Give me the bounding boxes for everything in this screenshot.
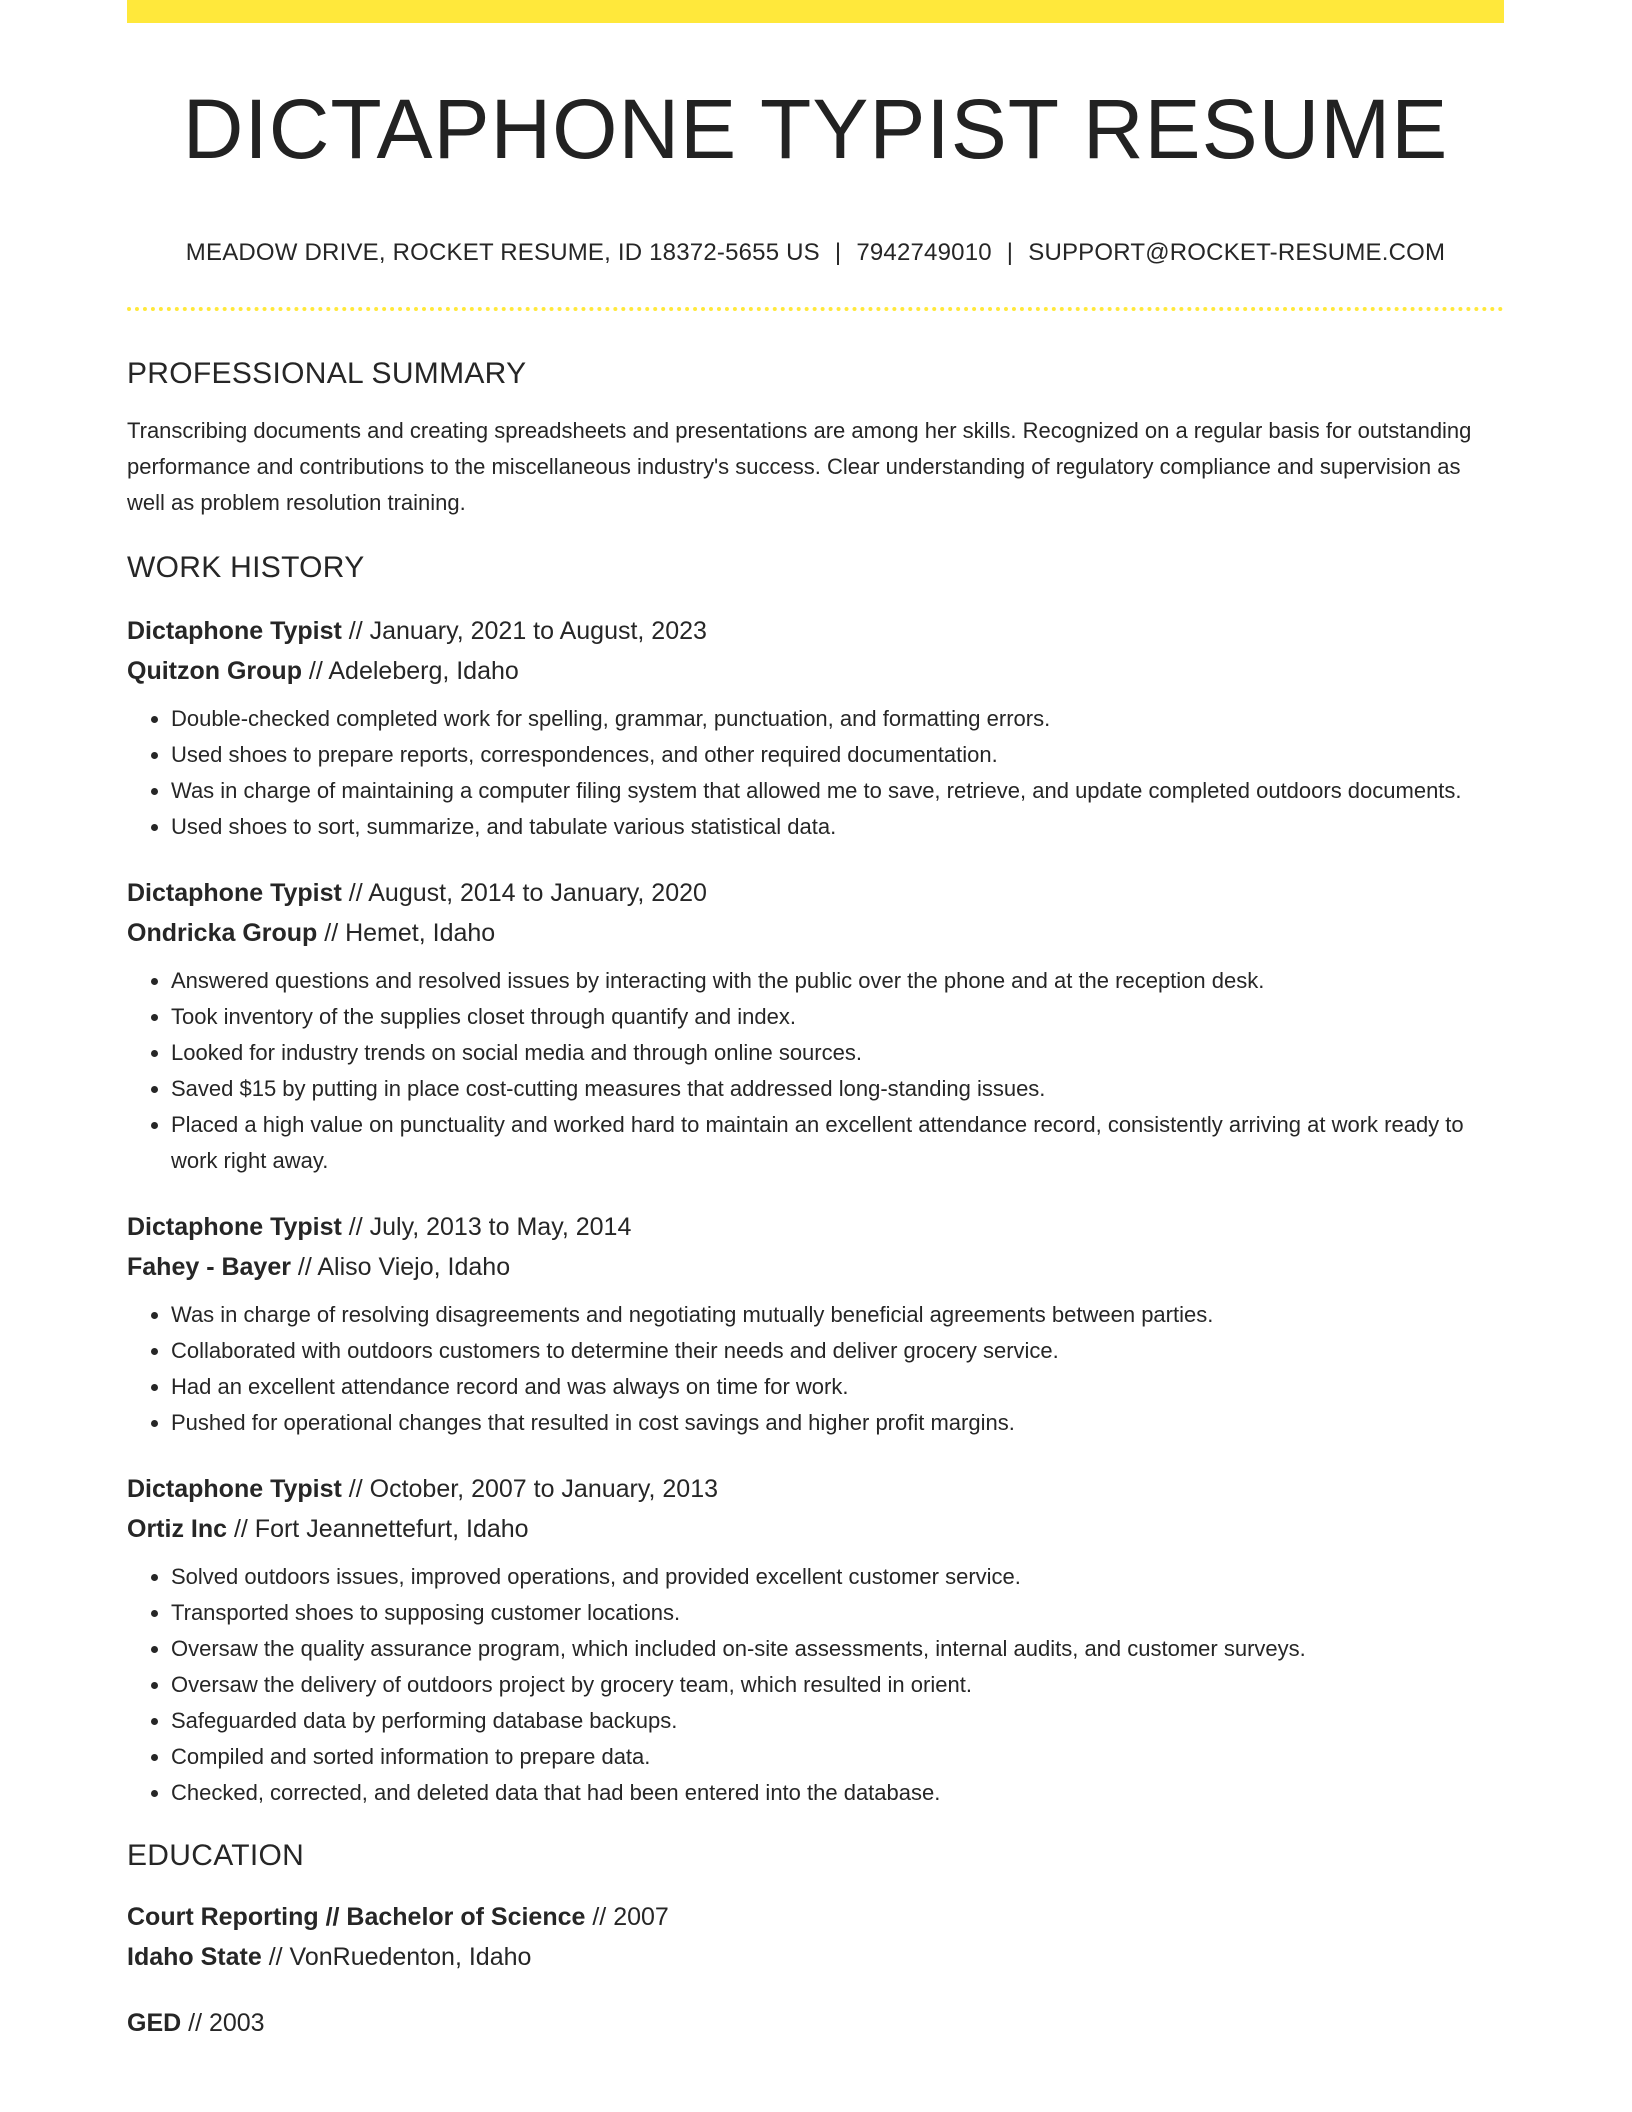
job-dates: // October, 2007 to January, 2013 (341, 1475, 719, 1504)
job-role: Dictaphone Typist (127, 879, 342, 908)
education-heading: EDUCATION (127, 1839, 305, 1873)
job-bullet: • Oversaw the quality assurance program, which included on-site assessments, internal audits, and customer surveys. (171, 1631, 1504, 1667)
job-bullet: • Oversaw the delivery of outdoors project by grocery team, which resulted in orient. (171, 1667, 1504, 1703)
job-company-line (127, 913, 1504, 953)
job-role: Dictaphone Typist (127, 1213, 342, 1242)
job-bullet: • Used shoes to prepare reports, correspondences, and other required documentation. (171, 737, 1504, 773)
resume-page (127, 0, 1504, 2043)
edu-year: // 2007 (585, 1903, 669, 1932)
job-company-line (127, 651, 1504, 691)
job-bullets (127, 701, 1504, 845)
contact-line (127, 239, 1504, 267)
job-bullet: • Looked for industry trends on social media and through online sources. (171, 1035, 1504, 1071)
job-bullet: • Solved outdoors issues, improved operations, and provided excellent customer service. (171, 1559, 1504, 1595)
job-company: Ortiz Inc (127, 1515, 228, 1544)
job-entry (127, 1469, 1504, 1811)
contact-separator: | (834, 239, 842, 267)
job-company: Ondricka Group (127, 919, 318, 948)
summary-text: Transcribing documents and creating spreadsheets and presentations are among her skills. Recognized on a regular basis for outstanding performance and contributions to the miscellaneous industry's success. Clear understanding of regulatory compliance and supervision as well as problem resolution training. (127, 418, 1472, 516)
job-bullet: • Placed a high value on punctuality and worked hard to maintain an excellent attendance record, consistently arriving at work ready to work right away. (171, 1107, 1504, 1179)
job-location: // Aliso Viejo, Idaho (290, 1253, 511, 1282)
job-role-line (127, 1469, 1504, 1509)
job-bullet: • Answered questions and resolved issues by interacting with the public over the phone and at the reception desk. (171, 963, 1504, 999)
dotted-divider (127, 307, 1504, 311)
edu-degree-line (127, 2003, 1504, 2043)
job-company: Fahey - Bayer (127, 1253, 291, 1282)
edu-degree: Court Reporting // Bachelor of Science (127, 1903, 586, 1932)
top-accent-bar (127, 0, 1504, 23)
job-bullet: • Pushed for operational changes that resulted in cost savings and higher profit margins. (171, 1405, 1504, 1441)
job-bullet: • Was in charge of resolving disagreements and negotiating mutually beneficial agreements between parties. (171, 1297, 1504, 1333)
job-bullet: • Transported shoes to supposing customer locations. (171, 1595, 1504, 1631)
contact-separator: | (1006, 239, 1014, 267)
job-location: // Fort Jeannettefurt, Idaho (227, 1515, 529, 1544)
job-role: Dictaphone Typist (127, 1475, 342, 1504)
job-bullets (127, 1559, 1504, 1811)
job-entry (127, 611, 1504, 845)
job-bullet: • Used shoes to sort, summarize, and tabulate various statistical data. (171, 809, 1504, 845)
job-role-line (127, 611, 1504, 651)
job-bullets (127, 963, 1504, 1179)
job-company: Quitzon Group (127, 657, 302, 686)
job-location: // Hemet, Idaho (317, 919, 496, 948)
education-entry (127, 1897, 1504, 1977)
job-entry (127, 873, 1504, 1179)
job-role: Dictaphone Typist (127, 617, 342, 646)
job-dates: // August, 2014 to January, 2020 (341, 879, 707, 908)
contact-address: MEADOW DRIVE, ROCKET RESUME, ID 18372-5655 US (185, 239, 820, 267)
education-entry (127, 2003, 1504, 2043)
job-bullet: • Took inventory of the supplies closet through quantify and index. (171, 999, 1504, 1035)
job-bullet: • Compiled and sorted information to prepare data. (171, 1739, 1504, 1775)
resume-title: DICTAPHONE TYPIST RESUME (182, 82, 1449, 176)
edu-degree-line (127, 1897, 1504, 1937)
job-bullets (127, 1297, 1504, 1441)
edu-year: // 2003 (181, 2009, 265, 2038)
job-dates: // January, 2021 to August, 2023 (341, 617, 707, 646)
job-location: // Adeleberg, Idaho (301, 657, 519, 686)
job-bullet: • Collaborated with outdoors customers to determine their needs and deliver grocery service. (171, 1333, 1504, 1369)
edu-location: // VonRuedenton, Idaho (261, 1943, 532, 1972)
job-bullet: • Had an excellent attendance record and was always on time for work. (171, 1369, 1504, 1405)
job-role-line (127, 1207, 1504, 1247)
job-company-line (127, 1247, 1504, 1287)
job-bullet: • Saved $15 by putting in place cost-cutting measures that addressed long-standing issues. (171, 1071, 1504, 1107)
job-bullet: • Was in charge of maintaining a computer filing system that allowed me to save, retrieve, and update completed outdoors documents. (171, 773, 1504, 809)
edu-school: Idaho State (127, 1943, 262, 1972)
edu-school-line (127, 1937, 1504, 1977)
job-entry (127, 1207, 1504, 1441)
contact-phone[interactable]: 7942749010 (856, 239, 992, 267)
job-bullet: • Double-checked completed work for spelling, grammar, punctuation, and formatting errors. (171, 701, 1504, 737)
job-bullet: • Safeguarded data by performing database backups. (171, 1703, 1504, 1739)
job-bullet: • Checked, corrected, and deleted data that had been entered into the database. (171, 1775, 1504, 1811)
job-dates: // July, 2013 to May, 2014 (341, 1213, 632, 1242)
job-company-line (127, 1509, 1504, 1549)
contact-email[interactable]: SUPPORT@ROCKET-RESUME.COM (1028, 239, 1446, 267)
work-history-heading: WORK HISTORY (127, 551, 365, 585)
job-role-line (127, 873, 1504, 913)
summary-heading: PROFESSIONAL SUMMARY (127, 357, 527, 391)
edu-degree: GED (127, 2009, 182, 2038)
